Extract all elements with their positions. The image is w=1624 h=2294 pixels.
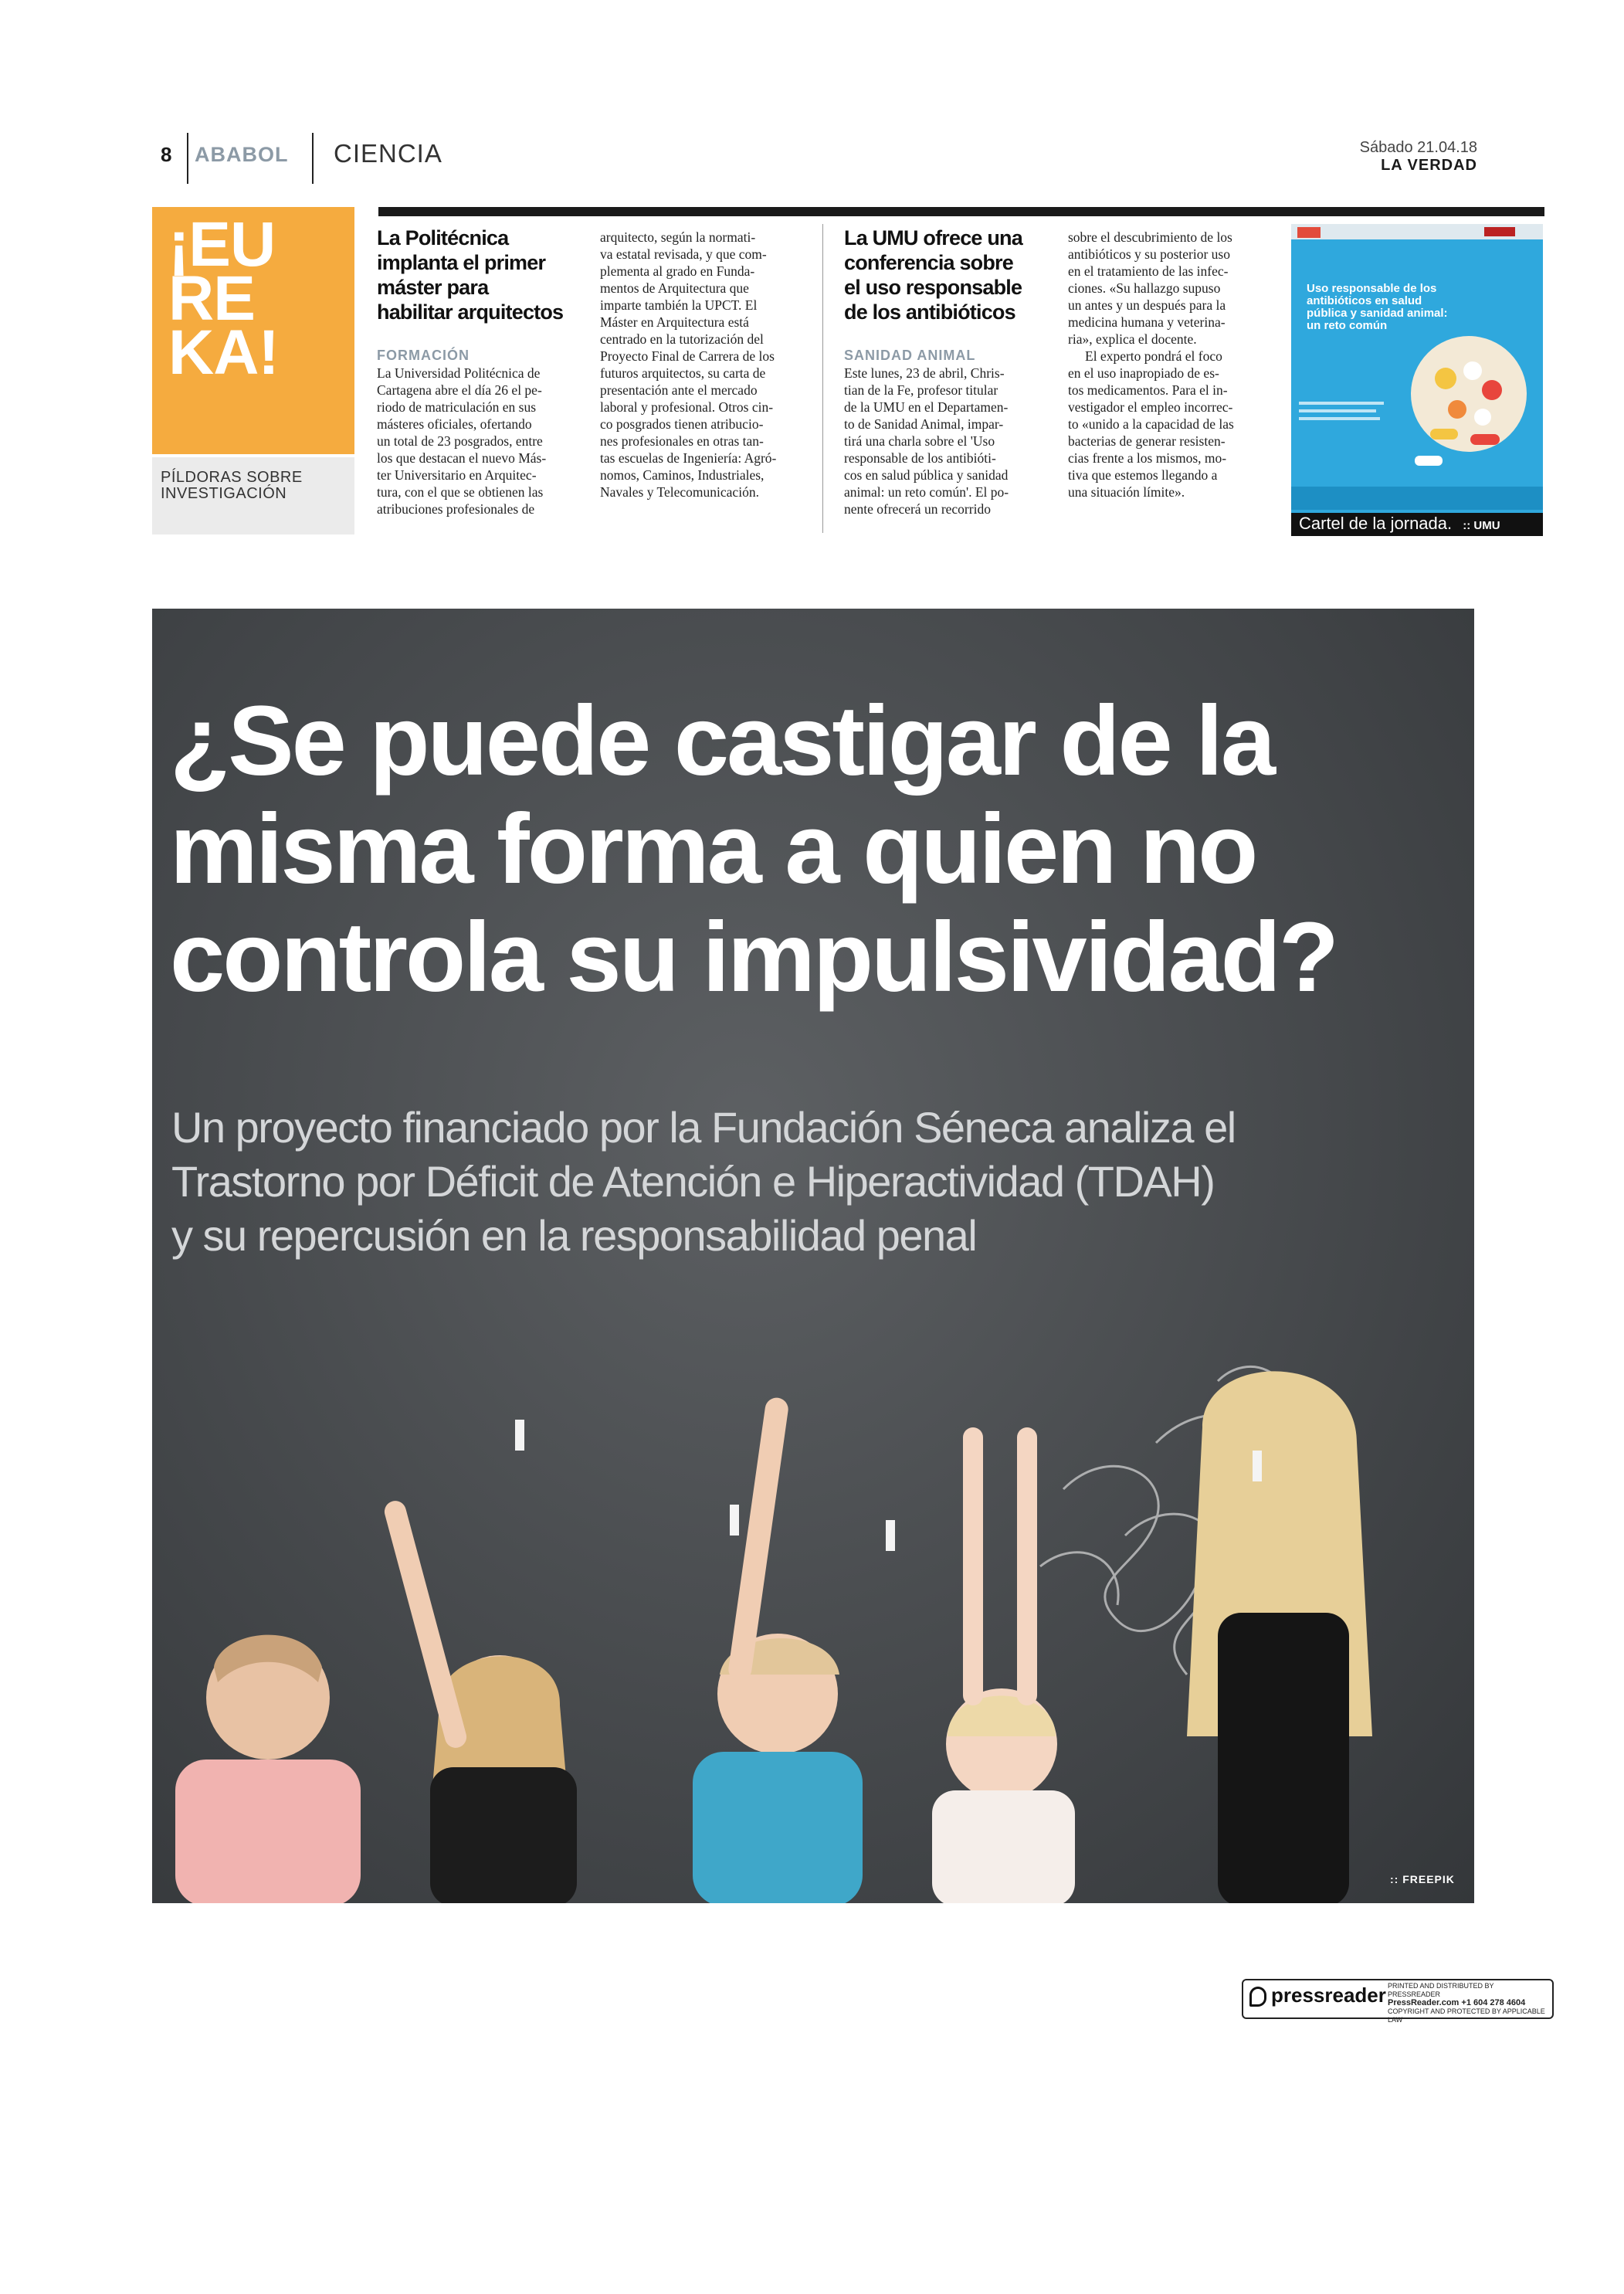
- pressreader-fine-print: [1388, 1982, 1546, 2024]
- category-name: CIENCIA: [334, 139, 442, 168]
- body-line: riodo de matriculación en sus: [377, 399, 537, 415]
- body-line: laboral y profesional. Otros cin-: [600, 399, 774, 415]
- header-divider: [187, 133, 188, 184]
- body-line: una situación límite».: [1068, 484, 1185, 500]
- body-line: presentación ante el mercado: [600, 382, 758, 398]
- body-line: nomos, Caminos, Industriales,: [600, 467, 765, 483]
- body-line: Cartagena abre el día 26 el pe-: [377, 382, 542, 398]
- pills-illustration: [1291, 224, 1543, 525]
- pressreader-logo: [1249, 1983, 1386, 2007]
- body-line: tian de la Fe, profesor titular: [844, 382, 998, 398]
- eureka-title-line: RE: [168, 263, 255, 334]
- feature-subheadline: [171, 1101, 1484, 1263]
- issue-date: Sábado 21.04.18: [1359, 139, 1477, 156]
- caption-text: Cartel de la jornada.: [1299, 514, 1453, 533]
- headline-line: habilitar arquitectos: [377, 300, 564, 324]
- body-line: ria», explica el docente.: [1068, 331, 1197, 347]
- body-line: en el tratamiento de las infec-: [1068, 263, 1229, 279]
- header-divider: [312, 133, 314, 184]
- body-line: antibióticos y su posterior uso: [1068, 246, 1230, 262]
- feature-subheadline-line: Un proyecto financiado por la Fundación Séneca analiza el: [171, 1103, 1236, 1152]
- article2-headline[interactable]: [844, 226, 1068, 324]
- headline-line: La Politécnica: [377, 226, 509, 249]
- body-line: medicina humana y veterina-: [1068, 314, 1226, 330]
- body-line: en el uso inapropiado de es-: [1068, 365, 1219, 381]
- newspaper-name: LA VERDAD: [1381, 157, 1477, 174]
- feature-headline-line: ¿Se puede castigar de la: [170, 686, 1273, 796]
- body-line: Navales y Telecomunicación.: [600, 484, 759, 500]
- caption-credit: :: UMU: [1463, 519, 1500, 532]
- fine-print-line: PressReader.com +1 604 278 4604: [1388, 1998, 1526, 2007]
- poster-title-line: pública y sanidad animal:: [1307, 307, 1448, 320]
- body-line: mentos de Arquitectura que: [600, 280, 749, 296]
- body-line: tos medicamentos. Para el in-: [1068, 382, 1228, 398]
- body-line: tirá una charla sobre el 'Uso: [844, 433, 995, 449]
- body-line: un antes y un después para la: [1068, 297, 1226, 313]
- body-line: Máster en Arquitectura está: [600, 314, 749, 330]
- body-line: plementa al grado en Funda-: [600, 263, 755, 279]
- body-line: tura, con el que se obtienen las: [377, 484, 544, 500]
- body-line: los que destacan el nuevo Más-: [377, 450, 547, 466]
- article2-kicker: SANIDAD ANIMAL: [844, 348, 976, 363]
- body-line: cos en salud pública y sanidad: [844, 467, 1009, 483]
- eureka-subtitle-line: INVESTIGACIÓN: [161, 485, 287, 502]
- body-line: atribuciones profesionales de: [377, 501, 535, 517]
- article1-col1: [377, 365, 579, 518]
- poster-caption: [1299, 514, 1500, 534]
- body-line: futuros arquitectos, su carta de: [600, 365, 766, 381]
- body-line: to de Sanidad Animal, impar-: [844, 416, 1004, 432]
- body-line: tiva que estemos llegando a: [1068, 467, 1218, 483]
- headline-line: el uso responsable: [844, 276, 1022, 299]
- body-line: arquitecto, según la normati-: [600, 229, 756, 245]
- body-line: La Universidad Politécnica de: [377, 365, 541, 381]
- poster-image: [1291, 224, 1543, 525]
- fine-print-line: PRINTED AND DISTRIBUTED BY PRESSREADER: [1388, 1982, 1494, 1998]
- poster-title: [1307, 283, 1484, 332]
- eureka-title-line: ¡EU: [168, 209, 276, 280]
- feature-headline-line: controla su impulsividad?: [170, 902, 1337, 1013]
- article1-kicker: FORMACIÓN: [377, 348, 470, 363]
- article1-col2: [600, 229, 802, 501]
- body-line: va estatal revisada, y que com-: [600, 246, 767, 262]
- body-line: co posgrados tienen atribucio-: [600, 416, 764, 432]
- eureka-subtitle-line: PÍLDORAS SOBRE: [161, 469, 303, 486]
- body-line: El experto pondrá el foco: [1085, 348, 1222, 364]
- body-line: nente ofrecerá un recorrido: [844, 501, 991, 517]
- top-rule: [378, 207, 1544, 216]
- pressreader-icon: [1249, 1987, 1266, 2007]
- headline-line: de los antibióticos: [844, 300, 1015, 324]
- eureka-subtitle: [161, 470, 346, 502]
- feature-subheadline-line: y su repercusión en la responsabilidad penal: [171, 1211, 977, 1260]
- headline-line: máster para: [377, 276, 489, 299]
- article2-col1: [844, 365, 1049, 518]
- poster-title-line: un reto común: [1307, 319, 1388, 332]
- body-line: Proyecto Final de Carrera de los: [600, 348, 775, 364]
- section-name: ABABOL: [195, 143, 289, 166]
- feature-headline[interactable]: [170, 687, 1483, 1012]
- body-line: de la UMU en el Departamen-: [844, 399, 1009, 415]
- eureka-title-line: KA!: [168, 317, 279, 388]
- photo-credit: :: FREEPIK: [1390, 1873, 1455, 1885]
- eureka-title: [168, 209, 346, 388]
- body-line: nes profesionales en otras tan-: [600, 433, 764, 449]
- body-line: bacterias de generar resisten-: [1068, 433, 1226, 449]
- body-line: un total de 23 posgrados, entre: [377, 433, 543, 449]
- headline-line: conferencia sobre: [844, 251, 1013, 274]
- body-line: sobre el descubrimiento de los: [1068, 229, 1232, 245]
- feature-subheadline-line: Trastorno por Déficit de Atención e Hiperactividad (TDAH): [171, 1157, 1215, 1206]
- body-line: ter Universitario en Arquitec-: [377, 467, 537, 483]
- pressreader-wordmark: pressreader: [1271, 1983, 1386, 2007]
- headline-line: implanta el primer: [377, 251, 546, 274]
- article1-headline[interactable]: [377, 226, 601, 324]
- article2-col2: [1068, 229, 1275, 501]
- body-line: tas escuelas de Ingeniería: Agró-: [600, 450, 777, 466]
- body-line: cias frente a los mismos, mo-: [1068, 450, 1227, 466]
- headline-line: La UMU ofrece una: [844, 226, 1022, 249]
- body-line: ciones. «Su hallazgo supuso: [1068, 280, 1221, 296]
- body-line: responsable de los antibióti-: [844, 450, 996, 466]
- page-number: 8: [161, 143, 172, 166]
- column-rule: [822, 224, 823, 533]
- feature-headline-line: misma forma a quien no: [170, 794, 1256, 904]
- body-line: Este lunes, 23 de abril, Chris-: [844, 365, 1005, 381]
- body-line: to «unido a la capacidad de las: [1068, 416, 1234, 432]
- body-line: másteres oficiales, ofertando: [377, 416, 532, 432]
- poster-title-line: Uso responsable de los: [1307, 282, 1437, 295]
- body-line: animal: un reto común'. El po-: [844, 484, 1009, 500]
- poster-title-line: antibióticos en salud: [1307, 294, 1422, 307]
- fine-print-line: COPYRIGHT AND PROTECTED BY APPLICABLE LAW: [1388, 2007, 1545, 2024]
- body-line: vestigador el empleo incorrec-: [1068, 399, 1233, 415]
- body-line: centrado en la tutorización del: [600, 331, 764, 347]
- body-line: imparte también la UPCT. El: [600, 297, 758, 313]
